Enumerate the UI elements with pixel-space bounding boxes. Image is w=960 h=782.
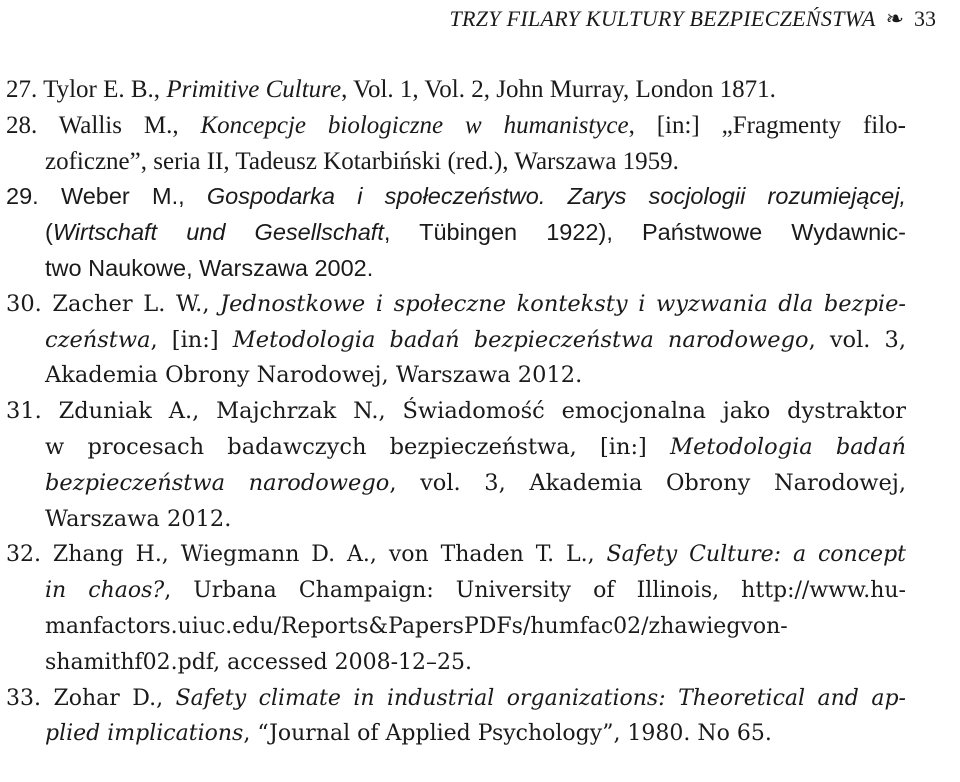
running-title: TRZY FILARY KULTURY BEZPIECZEŃSTWA xyxy=(449,6,876,31)
reference-29: 29. Weber M., Gospodarka i społeczeństwo. Zarys socjologii rozumiejącej, (Wirtschaft und Gesellschaft, Tübingen 1922), Państwowe Wydawnic- two Naukowe, Warszawa 2002. xyxy=(6,183,906,281)
reference-32: 32. Zhang H., Wiegmann D. A., von Thaden T. L., Safety Culture: a concept in chaos?, Urbana Champaign: University of Illinois, http://www.hu- manfactors.uiuc.edu/Reports&PapersPDFs/humfac02/zhawiegvon- shamithf02.pdf, accessed 2008-12–25. xyxy=(6,542,906,675)
reference-30: 30. Zacher L. W., Jednostkowe i społeczne konteksty i wyzwania dla bezpie- czeństwa, [in:] Metodologia badań bezpieczeństwa narodowego, vol. 3, Akademia Obrony Narodowej, Warszawa 2012. xyxy=(6,290,907,389)
running-header xyxy=(449,6,936,32)
reference-27: 27. Tylor E. B., Primitive Culture, Vol. 1, Vol. 2, John Murray, London 1871. xyxy=(6,76,776,103)
reference-28: 28. Wallis M., Koncepcje biologiczne w humanistyce, [in:] „Fragmenty filo- zoficzne”, seria II, Tadeusz Kotarbiński (red.), Warszawa 1959. xyxy=(6,111,906,175)
leaf-ornament-icon: ❧ xyxy=(885,6,904,31)
reference-31: 31. Zduniak A., Majchrzak N., Świadomość emocjonalna jako dystraktor w procesach badawczych bezpieczeństwa, [in:] Metodologia badań bezpieczeństwa narodowego, vol. 3, Akademia Obrony Narodowej, Warszawa 2012. xyxy=(6,398,907,532)
reference-33: 33. Zohar D., Safety climate in industrial organizations: Theoretical and ap- plied implications, “Journal of Applied Psychology”, 1980. No 65. xyxy=(6,685,906,747)
page-number: 33 xyxy=(914,6,936,31)
reference-list xyxy=(6,72,906,752)
